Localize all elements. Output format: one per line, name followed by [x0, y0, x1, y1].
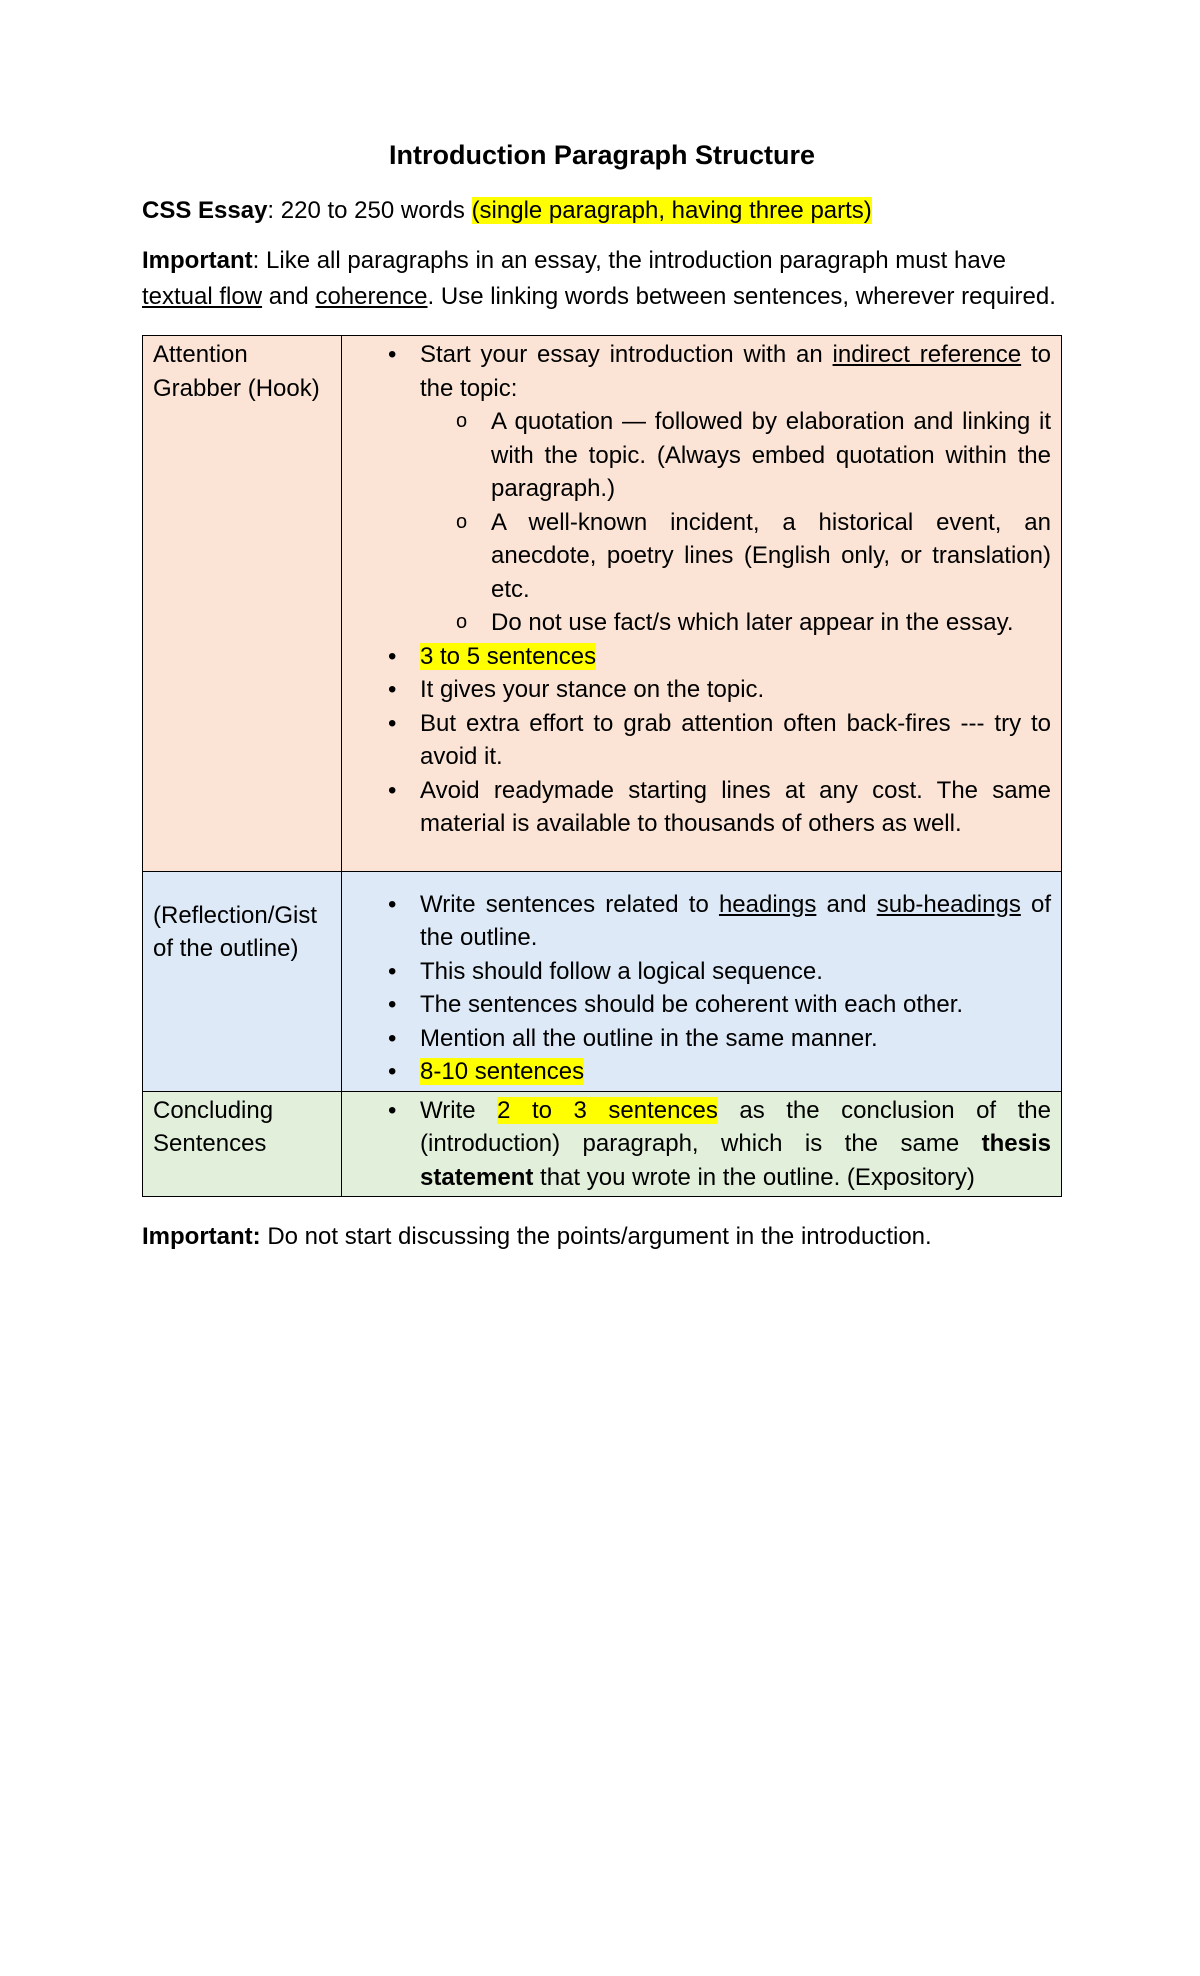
list-item: • The sentences should be coherent with each other. — [352, 988, 1051, 1022]
important-label: Important: — [142, 1223, 261, 1250]
important-note-top: Important: Like all paragraphs in an essay, the introduction paragraph must have textual flow and coherence. Use linking words between sentences, wherever required. — [142, 247, 1056, 310]
sub-list-item: o Do not use fact/s which later appear in the essay. — [420, 606, 1051, 640]
thesis-statement-term: thesis statement — [420, 1130, 1051, 1191]
sub-list-item: o A quotation — followed by elaboration and linking it with the topic. (Always embed quotation within the paragraph.) — [420, 405, 1051, 506]
concluding-label: Concluding Sentences — [143, 1091, 342, 1197]
important-label: Important — [142, 247, 253, 274]
concluding-content — [342, 1091, 1062, 1197]
list-item: • But extra effort to grab attention often back-fires --- try to avoid it. — [352, 707, 1051, 774]
important-note-bottom: Important: Do not start discussing the points/argument in the introduction. — [142, 1223, 932, 1250]
word-count-text: 220 to 250 words — [280, 197, 472, 224]
gist-content — [342, 871, 1062, 1091]
list-item: • This should follow a logical sequence. — [352, 955, 1051, 989]
highlighted-sentence-count: 8-10 sentences — [420, 1058, 585, 1085]
list-item: • Mention all the outline in the same manner. — [352, 1022, 1051, 1056]
table-row-gist — [143, 871, 1062, 1091]
highlighted-sentence-count: 2 to 3 sentences — [497, 1096, 718, 1124]
sub-list-item: o A well-known incident, a historical event, an anecdote, poetry lines (English only, or translation) etc. — [420, 506, 1051, 607]
document-page — [142, 140, 1062, 1279]
css-essay-line: CSS Essay: 220 to 250 words (single paragraph, having three parts) — [142, 197, 872, 224]
gist-label: (Reflection/Gist of the outline) — [143, 871, 342, 1091]
list-item: • Write sentences related to headings and sub-headings of the outline. — [352, 888, 1051, 955]
list-item: • Write 2 to 3 sentences as the conclusion of the (introduction) paragraph, which is the same thesis statement that you wrote in the outline. (Expository) — [352, 1094, 1051, 1195]
hook-label: Attention Grabber (Hook) — [143, 336, 342, 872]
css-essay-label: CSS Essay — [142, 197, 268, 224]
highlighted-note: (single paragraph, having three parts) — [471, 197, 872, 224]
coherence-term: coherence — [315, 283, 428, 310]
hook-content — [342, 336, 1062, 872]
table-row-concluding — [143, 1091, 1062, 1197]
list-item — [352, 640, 1051, 674]
page-title: Introduction Paragraph Structure — [388, 140, 816, 170]
structure-table — [142, 335, 1062, 1197]
highlighted-sentence-count: 3 to 5 sentences — [420, 642, 597, 670]
textual-flow-term: textual flow — [142, 283, 263, 310]
list-item — [352, 1055, 1051, 1089]
list-item: • Start your essay introduction with an indirect reference to the topic: o A quotation — followed by elaboration and linking it with the topic. (Always embed quotation within the paragraph.) o A well-known incident, a historical event, an anecdote, poetry lines (English only, or translation) etc. o Do not use fact/s which later appear in the essay. — [352, 338, 1051, 640]
list-item: • It gives your stance on the topic. — [352, 673, 1051, 707]
list-item: • Avoid readymade starting lines at any cost. The same material is available to thousands of others as well. — [352, 774, 1051, 841]
table-row-hook — [143, 336, 1062, 872]
